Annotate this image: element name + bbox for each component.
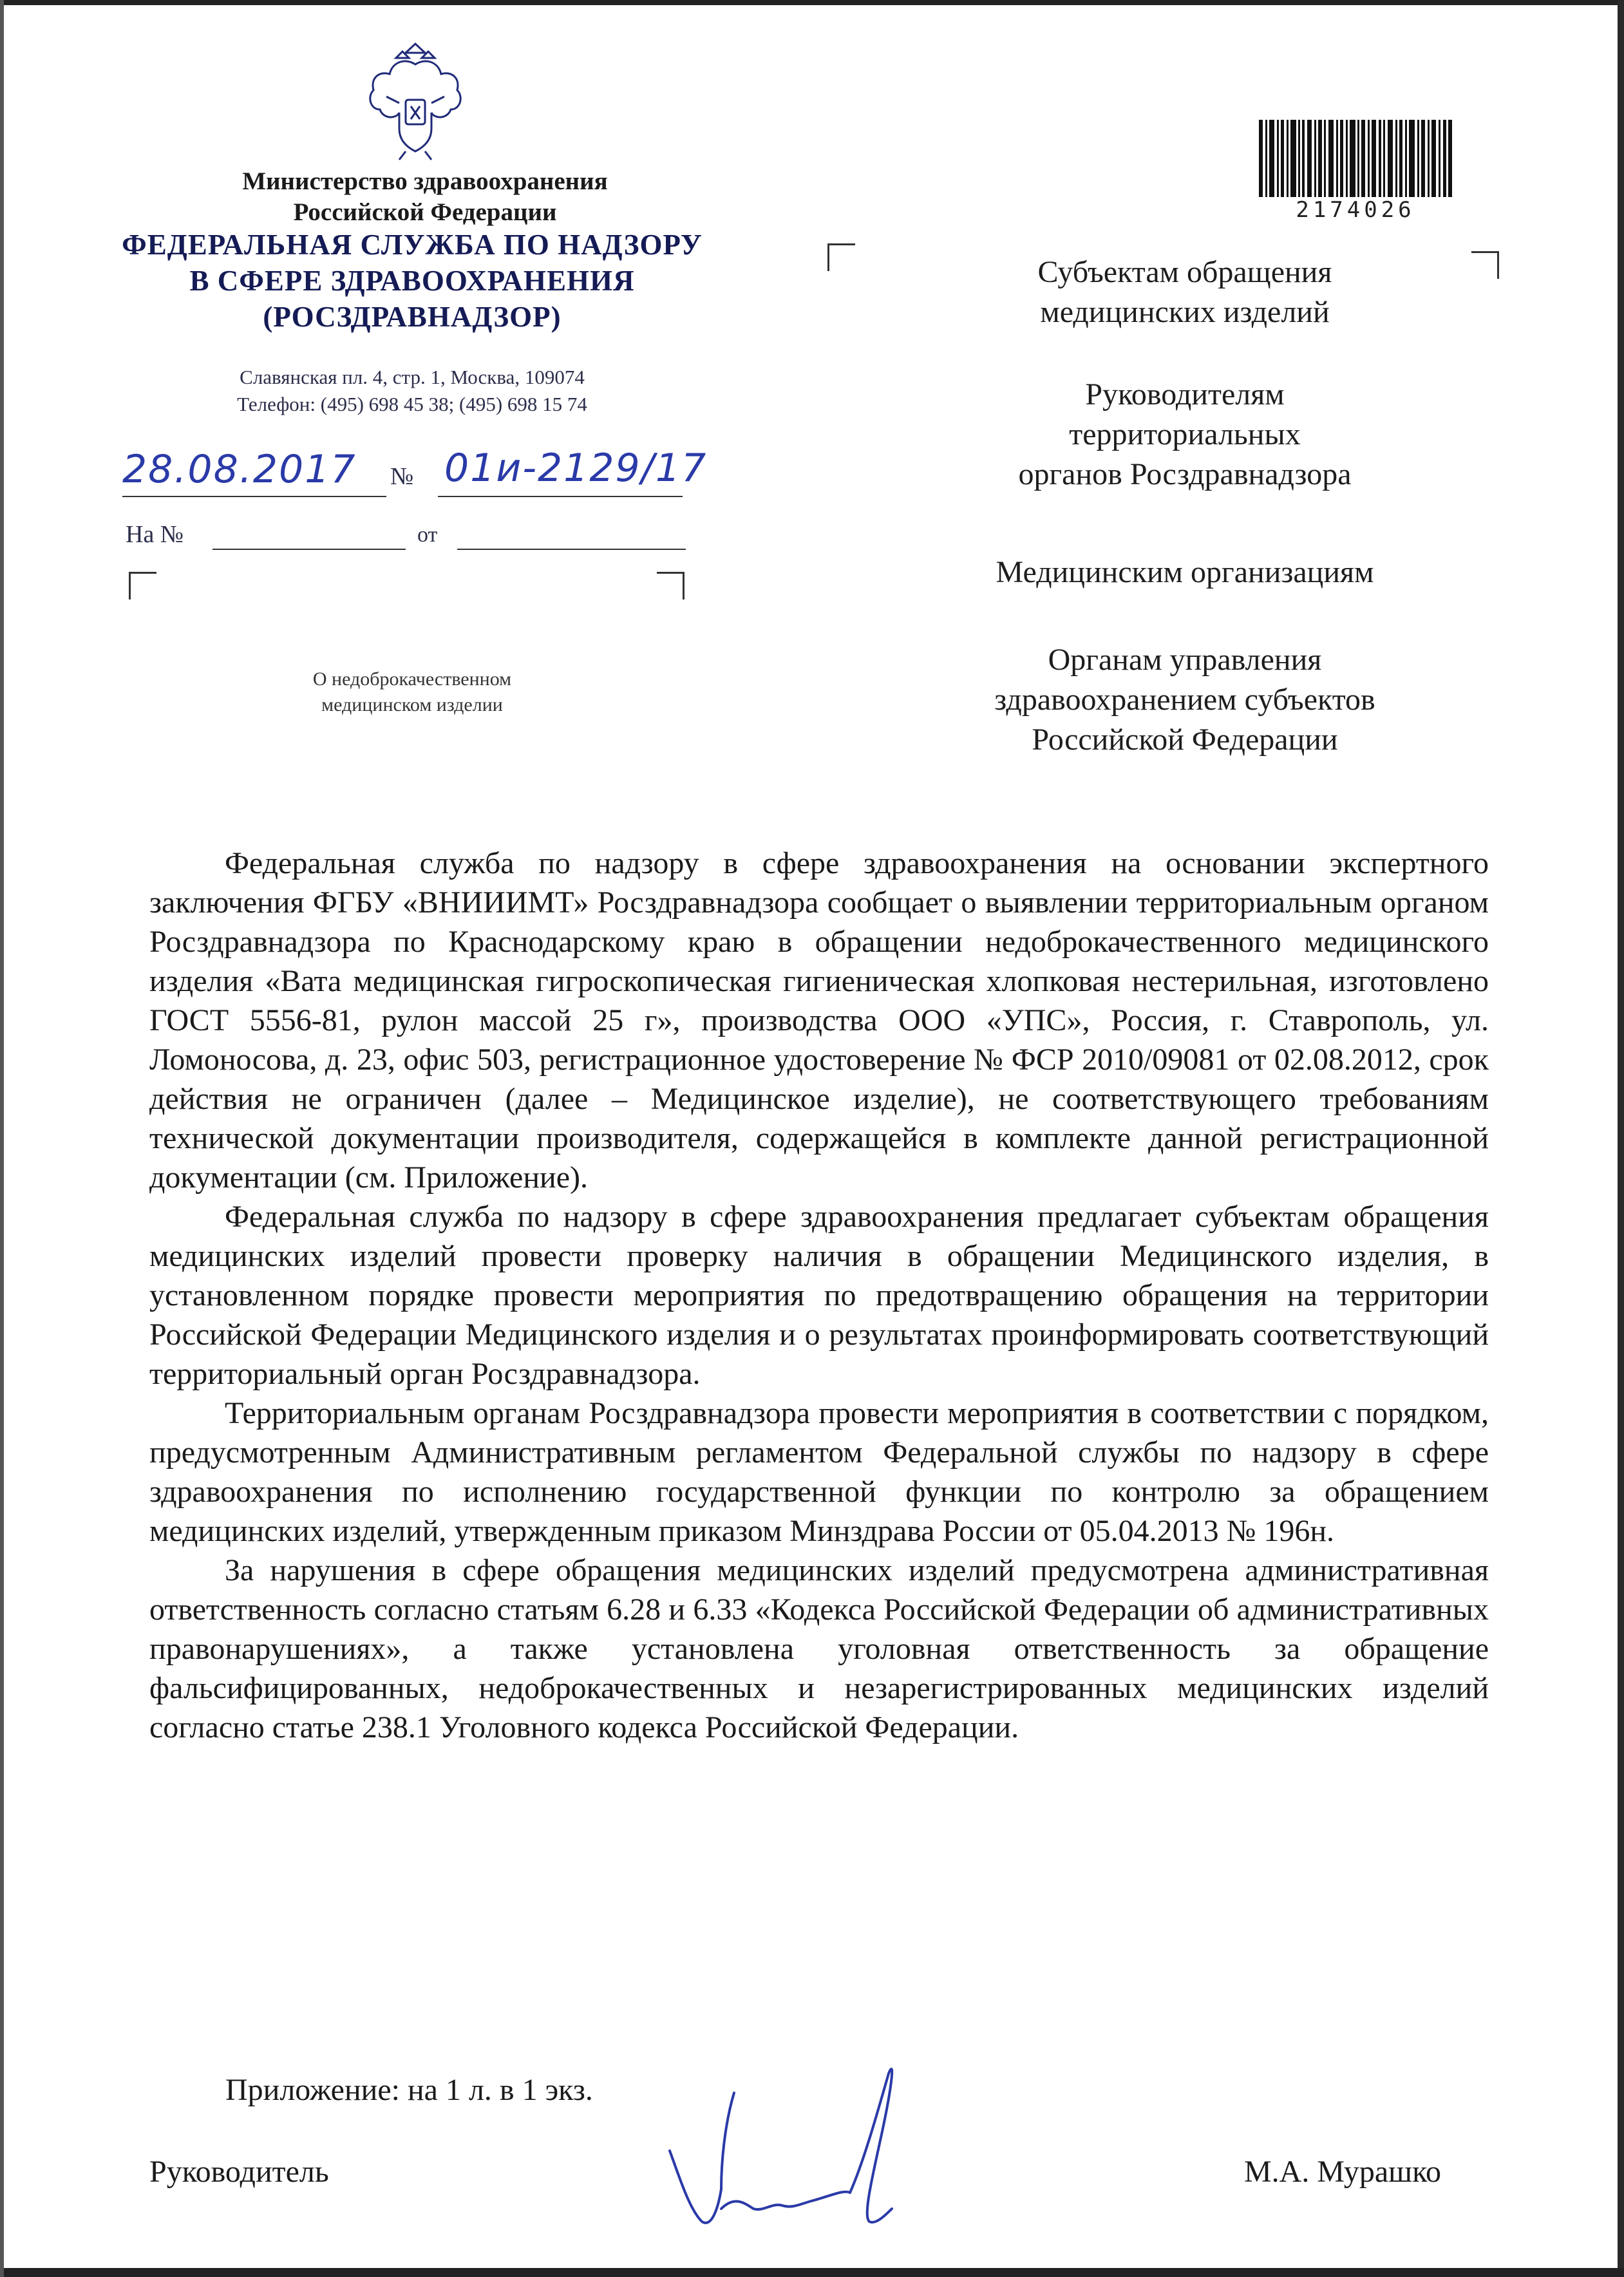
addressee-2-line-3: органов Росздравнадзора [1018, 457, 1352, 491]
scan-edge-bottom [0, 2268, 1624, 2277]
handwritten-signature [657, 2035, 927, 2247]
phone-line: Телефон: (495) 698 45 38; (495) 698 15 74 [237, 393, 587, 415]
number-sign: № [390, 463, 414, 490]
addressee-2 [908, 375, 1462, 495]
ministry-line-1: Министерство здравоохранения [242, 167, 608, 195]
reply-to-number-field [212, 549, 406, 550]
addressee-2-line-1: Руководителям [1085, 377, 1285, 411]
letter-subject [245, 666, 580, 718]
letter-date: 28.08.2017 [122, 447, 357, 492]
reply-to-number-label: На № [126, 521, 184, 548]
letter-body [149, 844, 1489, 1747]
addressee-3 [908, 553, 1462, 592]
signer-name: М.А. Мурашко [1244, 2155, 1441, 2189]
barcode-number: 2174026 [1296, 197, 1415, 223]
body-paragraph-3: Территориальным органам Росздравнадзора провести мероприятия в соответствии с порядком, предусмотренным Административным регламентом Федеральной службы по надзору в сфере здравоохранения по исполнению государственной функции по контролю за обращением медицинских изделий, утвержденным приказом Минздрава России от 05.04.2013 № 196н. [149, 1396, 1489, 1548]
letter-number: 01и-2129/17 [444, 446, 708, 491]
ministry-name [180, 166, 670, 228]
addressee-4-line-2: здравоохранением субъектов [994, 683, 1375, 717]
addressee-4 [908, 640, 1462, 760]
subject-line-2: медицинском изделии [321, 694, 503, 715]
address-line: Славянская пл. 4, стр. 1, Москва, 109074 [240, 366, 585, 388]
addressee-1-line-1: Субъектам обращения [1037, 255, 1332, 289]
ministry-line-2: Российской Федерации [293, 198, 557, 226]
number-underline [438, 496, 683, 497]
scan-edge-right [1618, 0, 1624, 2277]
bracket-top-right [657, 572, 685, 600]
body-paragraph-2: Федеральная служба по надзору в сфере здравоохранения предлагает субъектам обращения медицинских изделий провести проверку наличия в обращении Медицинского изделия, в установленном порядке провести мероприятия по предотвращению обращения на территории Российской Федерации Медицинского изделия и о результатах проинформировать соответствующий территориальный орган Росздравнадзора. [149, 1200, 1489, 1391]
appendix-note: Приложение: на 1 л. в 1 экз. [225, 2073, 593, 2107]
addressee-3-line-1: Медицинским организациям [996, 555, 1374, 589]
addressee-4-line-3: Российской Федерации [1032, 723, 1338, 757]
subject-line-1: О недоброкачественном [312, 668, 512, 690]
service-line-1: ФЕДЕРАЛЬНАЯ СЛУЖБА ПО НАДЗОРУ [122, 229, 703, 261]
body-paragraph-1: Федеральная служба по надзору в сфере здравоохранения на основании экспертного заключения ФГБУ «ВНИИИМТ» Росздравнадзора сообщает о выявлении территориальным органом Росздравнадзора по Краснодарскому краю в обращении недоброкачественного медицинского изделия «Вата медицинская гигроскопическая гигиеническая хлопковая нестерильная, изготовлено ГОСТ 5556-81, рулон массой 25 г», производства ООО «УПС», Россия, г. Ставрополь, ул. Ломоносова, д. 23, офис 503, регистрационное удостоверение № ФСР 2010/09081 от 02.08.2012, срок действия не ограничен (далее – Медицинское изделие), не соответствующего требованиям технической документации производителя, содержащейся в комплекте данной регистрационной документации (см. Приложение). [149, 846, 1489, 1195]
barcode-icon [1259, 120, 1452, 197]
service-name [116, 227, 708, 335]
reply-to-date-field [457, 549, 686, 550]
coat-of-arms-icon [361, 39, 470, 161]
service-line-3: (РОСЗДРАВНАДЗОР) [263, 301, 562, 333]
addressee-4-line-1: Органам управления [1048, 643, 1322, 677]
address-bracket-top-left [827, 243, 855, 271]
addressee-1-line-2: медицинских изделий [1040, 295, 1330, 329]
addressee-1 [908, 252, 1462, 332]
date-underline [122, 496, 386, 497]
addressee-2-line-2: территориальных [1069, 417, 1301, 451]
bracket-top-left [129, 572, 156, 600]
body-paragraph-4: За нарушения в сфере обращения медицинских изделий предусмотрена административная ответственность согласно статьям 6.28 и 6.33 «Кодекса Российской Федерации об административных правонарушениях», а также установлена уголовная ответственность за обращение фальсифицированных, недоброкачественных и незарегистрированных медицинских изделий согласно статье 238.1 Уголовного кодекса Российской Федерации. [149, 1553, 1489, 1744]
address-bracket-top-right [1471, 251, 1499, 279]
scan-edge-top [0, 0, 1624, 5]
service-line-2: В СФЕРЕ ЗДРАВООХРАНЕНИЯ [189, 265, 635, 297]
reply-to-date-label: от [417, 523, 438, 547]
scan-edge-left [0, 0, 4, 2277]
service-address [155, 364, 670, 418]
signer-title: Руководитель [149, 2155, 329, 2189]
